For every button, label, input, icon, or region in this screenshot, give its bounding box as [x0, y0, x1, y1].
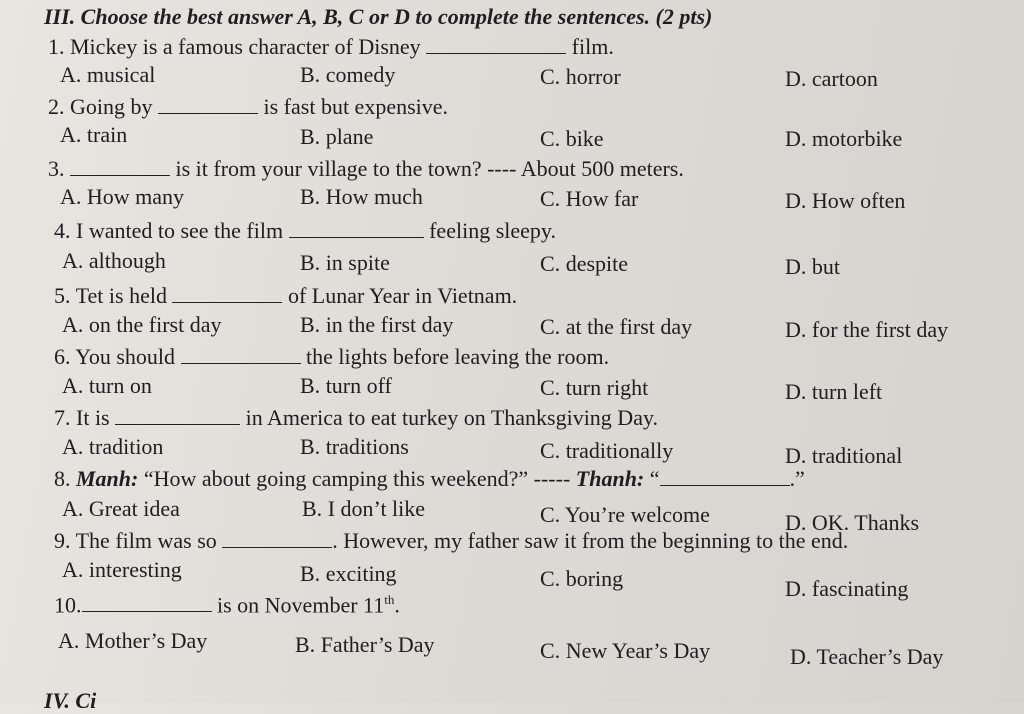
option-a: A. on the first day: [62, 312, 222, 337]
option-c: C. New Year’s Day: [540, 638, 711, 663]
stem-text-before: Mickey is a famous character of Disney: [70, 34, 421, 59]
answer-blank: [115, 406, 240, 425]
answer-blank: [289, 219, 424, 238]
question-stem: 3. is it from your village to the town? ---- About 500 meters.: [48, 156, 684, 181]
option-a: A. interesting: [62, 557, 182, 582]
question-10: [0, 592, 1024, 669]
question-stem: 10. is on November 11th.: [54, 592, 400, 618]
question-8: [0, 466, 1024, 535]
question-stem: 8. Manh: “How about going camping this weekend?” ----- Thanh: “ .”: [54, 466, 805, 491]
answer-blank: [70, 157, 170, 176]
question-stem: 4. I wanted to see the film feeling sleepy.: [54, 218, 556, 243]
option-a: A. musical: [60, 62, 156, 87]
question-7: [0, 405, 1024, 467]
option-c: C. horror: [540, 64, 621, 89]
option-b: B. traditions: [300, 434, 409, 459]
option-d: D. but: [785, 254, 841, 279]
option-b: B. in spite: [300, 250, 390, 275]
question-9: [0, 528, 1024, 601]
option-a: A. Great idea: [62, 496, 180, 521]
option-d: D. for the first day: [785, 317, 949, 342]
question-stem: 5. Tet is held of Lunar Year in Vietnam.: [54, 283, 518, 308]
option-d: D. Teacher’s Day: [790, 644, 944, 669]
answer-blank: [172, 284, 282, 303]
question-3: [0, 156, 1024, 218]
speaker-thanh: Thanh:: [575, 466, 645, 491]
question-stem: 9. The film was so . However, my father saw it from the beginning to the end.: [54, 528, 849, 553]
option-c: C. despite: [540, 251, 629, 276]
option-d: D. turn left: [785, 379, 883, 404]
answer-blank: [181, 345, 301, 364]
stem-text-after: film.: [571, 34, 614, 59]
option-b: B. How much: [300, 184, 423, 209]
option-a: A. tradition: [62, 434, 164, 459]
option-d: D. fascinating: [785, 576, 909, 601]
question-stem: 2. Going by is fast but expensive.: [48, 94, 449, 119]
option-c: C. boring: [540, 566, 624, 591]
option-a: A. Mother’s Day: [58, 628, 208, 653]
option-c: C. You’re welcome: [540, 502, 710, 527]
option-a: A. train: [60, 122, 128, 147]
answer-blank: [660, 467, 790, 486]
option-d: D. How often: [785, 188, 906, 213]
option-b: B. in the first day: [300, 312, 454, 337]
answer-blank: [222, 529, 332, 548]
option-a: A. turn on: [62, 373, 152, 398]
option-b: B. comedy: [300, 62, 396, 87]
section-heading: III. Choose the best answer A, B, C or D to complete the sentences. (2 pts): [44, 4, 713, 29]
option-c: C. How far: [540, 186, 639, 211]
answer-blank: [426, 35, 566, 54]
option-c: C. at the first day: [540, 314, 693, 339]
answer-blank: [158, 95, 258, 114]
speaker-manh: Manh:: [76, 466, 139, 491]
answer-blank: [82, 593, 212, 612]
option-b: B. plane: [300, 124, 374, 149]
option-c: C. traditionally: [540, 438, 674, 463]
option-a: A. How many: [60, 184, 185, 209]
question-5: [0, 283, 1024, 345]
option-b: B. Father’s Day: [295, 632, 435, 657]
option-b: B. turn off: [300, 373, 392, 398]
question-stem: 6. You should the lights before leaving the room.: [54, 344, 610, 369]
option-c: C. bike: [540, 126, 604, 151]
question-2: [0, 94, 1024, 156]
question-4: [0, 218, 1024, 280]
option-b: B. I don’t like: [302, 496, 426, 521]
option-d: D. cartoon: [785, 66, 878, 91]
question-stem: 7. It is in America to eat turkey on Thanksgiving Day.: [54, 405, 659, 430]
question-number: 1.: [48, 34, 65, 59]
option-c: C. turn right: [540, 375, 649, 400]
ordinal-suffix: th: [384, 592, 395, 607]
option-d: D. traditional: [785, 443, 903, 468]
question-1: [0, 34, 1024, 96]
question-stem: [48, 34, 614, 60]
next-section-heading-fragment: IV. Ci: [44, 688, 97, 713]
option-d: D. motorbike: [785, 126, 903, 151]
option-b: B. exciting: [300, 561, 397, 586]
question-6: [0, 344, 1024, 406]
option-a: A. although: [62, 248, 166, 273]
option-d: D. OK. Thanks: [785, 510, 920, 535]
